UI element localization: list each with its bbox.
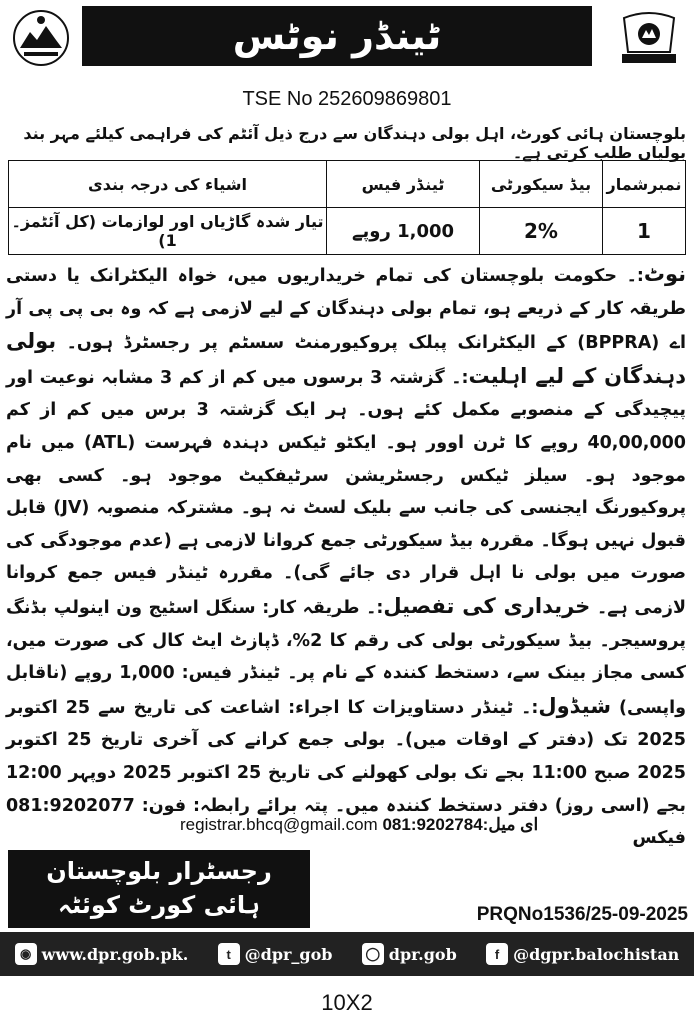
cell-bid-security: 2% [480, 208, 603, 255]
ad-size-label: 10X2 [321, 990, 373, 1015]
col-tender-fee-header: ٹینڈر فیس [327, 161, 480, 208]
footer-twitter[interactable] [218, 943, 333, 965]
tse-number: TSE No 252609869801 [242, 88, 452, 110]
balochistan-emblem-logo [10, 8, 72, 68]
note-text: :۔ حکومت بلوچستان کی تمام خریداریوں میں، خواہ الیکٹرانک یا دستی طریقہ کار کے ذریعے ہو، تمام بولی دہندگان کے لیے لازمی ہے کہ وہ بی پی پی آر اے (BPPRA) کے الیکٹرانک پبلک پروکیورمنٹ سسٹم پر رجسٹرڈ ہوں۔ [6, 266, 686, 354]
instagram-icon: ◯ [362, 943, 384, 965]
notice-body [6, 258, 686, 855]
email-address[interactable]: registrar.bhcq@gmail.com [180, 815, 378, 834]
col-bid-security-header: بیڈ سیکورٹی [480, 161, 603, 208]
fax-number: 081:9202784 [382, 815, 483, 834]
twitter-icon: t [218, 943, 240, 965]
contact-line [180, 815, 538, 835]
table-row [9, 208, 686, 255]
cell-items: تیار شدہ گاڑیاں اور لوازمات (کل آئٹمز۔1) [9, 208, 327, 255]
tender-notice-title: ٹینڈر نوٹس [82, 6, 592, 66]
eligibility-text: :۔ گزشتہ 3 برسوں میں کم از کم 3 مشابہ نوعیت اور پیچیدگی کے منصوبے مکمل کئے ہوں۔ ہر ایک گزشتہ 3 برس میں کم از کم 40,00,000 روپے کا ٹرن اوور ہو۔ ایکٹو ٹیکس دہندہ فہرست (ATL) میں نام موجود ہو۔ سیلز ٹیکس رجسٹریشن سرٹیفکیٹ موجود ہو۔ کسی بھی پروکیورنگ ایجنسی کی جانب سے بلیک لسٹ نہ ہو۔ مشترکہ منصوبہ (JV) قابل قبول نہیں ہوگا۔ مقررہ بیڈ سیکورٹی جمع کروانا لازمی ہے (عدم موجودگی کی صورت میں بولی نا اہل قرار دی جائے گی)۔ مقررہ ٹینڈر فیس جمع کروانا لازمی ہے۔ [6, 367, 687, 618]
footer-instagram[interactable] [362, 943, 457, 965]
twitter-handle: @dpr_gob [244, 944, 333, 964]
email-label: ای میل: [482, 815, 539, 834]
social-footer [0, 932, 694, 976]
facebook-icon: f [486, 943, 508, 965]
purchase-details-label: خریداری کی تفصیل [383, 593, 591, 618]
purchase-details-text: :۔ طریقہ کار: سنگل اسٹیج ون اینولپ بڈنگ پروسیجر۔ بیڈ سیکورٹی بولی کی رقم کا 2%، ڈپازٹ ایٹ کال کی صورت میں، کسی مجاز بینک سے، دستخط کنندہ کے نام پر۔ ٹینڈر فیس: 1,000 روپے (ناقابل واپسی) [6, 597, 686, 718]
col-serial-header: نمبرشمار [603, 161, 686, 208]
cell-serial: 1 [603, 208, 686, 255]
cell-tender-fee: 1,000 روپے [327, 208, 480, 255]
signatory-line1: رجسٹرار بلوچستان [46, 857, 272, 885]
website-text: www.dpr.gob.pk. [41, 944, 189, 964]
footer-website[interactable] [15, 943, 189, 965]
col-items-header: اشیاء کی درجہ بندی [9, 161, 327, 208]
instagram-handle: dpr.gob [388, 944, 457, 964]
note-label: نوٹ [643, 262, 686, 286]
items-table [8, 160, 686, 255]
facebook-handle: @dgpr.balochistan [513, 944, 680, 964]
globe-icon: ◉ [15, 943, 37, 965]
prq-number: PRQNo1536/25-09-2025 [476, 904, 688, 925]
schedule-text: :۔ ٹینڈر دستاویزات کا اجراء: اشاعت کی تاریخ سے 25 اکتوبر 2025 تک (دفتر کے اوقات میں)۔ بولی جمع کرانے کی آخری تاریخ 25 اکتوبر 2025 صبح 11:00 بجے تک بولی کھولنے کی تاریخ 25 اکتوبر 2025 دوپہر 12:00 بجے (اسی روز) دفتر دستخط کنندہ میں۔ پتہ برائے رابطہ: فون: 081:9202077 فیکس [6, 697, 686, 849]
eligibility-label: بولی دہندگان کے لیے اہلیت [6, 329, 686, 388]
signatory-box [8, 850, 310, 928]
schedule-label: شیڈول [538, 693, 612, 718]
intro-text: بلوچستان ہائی کورٹ، اہل بولی دہندگان سے درج ذیل آئٹم کی فراہمی کیلئے مہر بند بولیاں طلب کرتی ہے۔ [23, 124, 686, 162]
signatory-line2: ہائی کورٹ کوئٹہ [58, 891, 260, 919]
table-header-row [9, 161, 686, 208]
dgpr-logo [618, 8, 680, 68]
footer-facebook[interactable] [486, 943, 679, 965]
